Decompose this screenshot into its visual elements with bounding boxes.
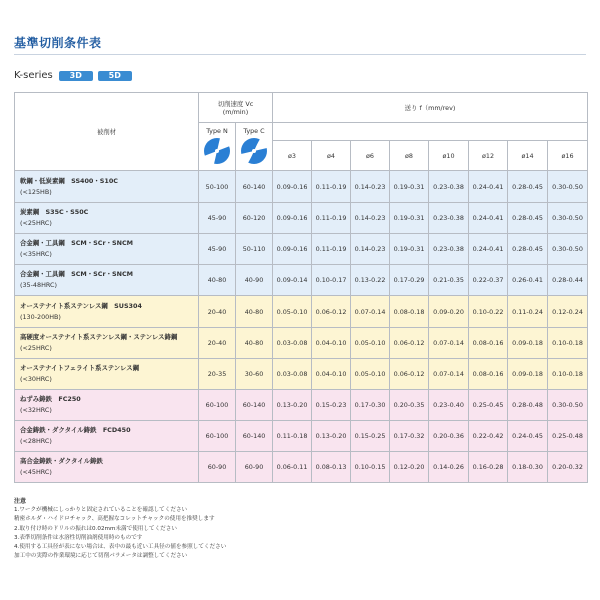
series-row [14,70,137,81]
feed-value: 0.06-0.12 [390,328,429,359]
feed-value: 0.08-0.16 [469,359,508,390]
speed-type-c: 60-90 [236,452,273,483]
feed-value: 0.06-0.12 [312,296,351,328]
material-cell [15,234,199,265]
feed-value: 0.03-0.08 [273,359,312,390]
diameter-header: ø16 [548,141,588,171]
series-label: K-series [14,70,53,81]
table-row [15,359,588,390]
speed-type-n: 45-90 [199,234,236,265]
feed-value: 0.15-0.25 [351,421,390,452]
material-cell [15,296,199,328]
feed-value: 0.30-0.50 [548,234,588,265]
material-name: オーステナイトフェライト系ステンレス鋼 [20,364,140,372]
material-cell [15,452,199,483]
material-name: 高合金鋳鉄・ダクタイル鋳鉄 [20,457,103,465]
speed-type-c: 40-80 [236,296,273,328]
speed-type-n: 60-100 [199,390,236,421]
feed-value: 0.11-0.18 [273,421,312,452]
table-row [15,421,588,452]
feed-value: 0.23-0.38 [429,203,469,234]
feed-value: 0.09-0.16 [273,203,312,234]
feed-value: 0.28-0.45 [508,203,548,234]
feed-value: 0.19-0.31 [390,203,429,234]
speed-type-n: 20-40 [199,296,236,328]
speed-type-n: 50-100 [199,171,236,203]
feed-value: 0.04-0.10 [312,328,351,359]
feed-value: 0.11-0.19 [312,171,351,203]
feed-value: 0.14-0.26 [429,452,469,483]
feed-value: 0.26-0.41 [508,265,548,296]
diameter-header: ø12 [469,141,508,171]
material-cell [15,171,199,203]
diameter-header: ø10 [429,141,469,171]
feed-value: 0.11-0.19 [312,203,351,234]
feed-value: 0.11-0.24 [508,296,548,328]
feed-value: 0.07-0.14 [429,328,469,359]
feed-value: 0.06-0.12 [390,359,429,390]
feed-value: 0.28-0.45 [508,234,548,265]
diameter-header: ø8 [390,141,429,171]
feed-value: 0.10-0.15 [351,452,390,483]
speed-type-n: 20-35 [199,359,236,390]
material-name: 高硬度オーステナイト系ステンレス鋼・ステンレス鋳鋼 [20,333,178,341]
feed-value: 0.16-0.28 [469,452,508,483]
feed-value: 0.22-0.42 [469,421,508,452]
material-name: 合金鋳鉄・ダクタイル鋳鉄 FCD450 [20,426,131,434]
material-cell [15,421,199,452]
feed-value: 0.09-0.16 [273,171,312,203]
speed-type-n: 40-80 [199,265,236,296]
speed-type-c: 60-120 [236,203,273,234]
feed-value: 0.13-0.20 [312,421,351,452]
type-n-drill-icon [203,137,231,165]
feed-value: 0.14-0.23 [351,234,390,265]
type-c-label: Type C [243,126,265,135]
speed-type-c: 60-140 [236,171,273,203]
material-name: 合金鋼・工具鋼 SCM・SCr・SNCM [20,270,134,278]
material-name: 合金鋼・工具鋼 SCM・SCr・SNCM [20,239,134,247]
feed-value: 0.30-0.50 [548,203,588,234]
feed-value: 0.17-0.29 [390,265,429,296]
table-row [15,203,588,234]
type-c-cell [236,123,273,171]
feed-value: 0.05-0.10 [351,328,390,359]
table-row [15,296,588,328]
material-hardness: (35-48HRC) [20,281,57,289]
feed-value: 0.24-0.41 [469,234,508,265]
feed-value: 0.24-0.41 [469,171,508,203]
feed-value: 0.19-0.31 [390,171,429,203]
feed-value: 0.30-0.50 [548,390,588,421]
feed-value: 0.09-0.18 [508,328,548,359]
note-line: 精密ホルダ・ハイドロチャック、高把握なコレットチャックの使用を推奨します [14,516,215,523]
feed-value: 0.14-0.23 [351,171,390,203]
speed-type-c: 40-80 [236,328,273,359]
type-n-cell [199,123,236,171]
material-hardness: (<32HRC) [20,406,52,414]
table-row [15,328,588,359]
feed-value: 0.07-0.14 [429,359,469,390]
feed-value: 0.10-0.18 [548,359,588,390]
note-line: 2.取り付け時のドリルの振れは0.02mm未満で使用してください [14,525,177,532]
table-row [15,171,588,203]
feed-value: 0.08-0.18 [390,296,429,328]
material-hardness: (130-200HB) [20,312,61,321]
material-hardness: (<25HRC) [20,219,52,227]
note-line: 4.使用する工具径が表にない場合は、表中の最も近い工具径の値を参照してください [14,544,227,551]
feed-value: 0.20-0.36 [429,421,469,452]
feed-value: 0.04-0.10 [312,359,351,390]
speed-type-c: 60-140 [236,421,273,452]
feed-value: 0.12-0.20 [390,452,429,483]
speed-type-n: 60-100 [199,421,236,452]
feed-value: 0.24-0.45 [508,421,548,452]
speed-type-c: 50-110 [236,234,273,265]
feed-value: 0.09-0.18 [508,359,548,390]
material-name: オーステナイト系ステンレス鋼 SUS304 [20,301,142,310]
material-cell [15,328,199,359]
note-line: 加工中の実際の作業環境に応じて切削パラメータは調整してください [14,553,188,560]
feed-value: 0.23-0.40 [429,390,469,421]
table-row [15,234,588,265]
material-hardness: (<25HRC) [20,344,52,352]
speed-type-c: 60-140 [236,390,273,421]
feed-value: 0.28-0.44 [548,265,588,296]
feed-value: 0.17-0.32 [390,421,429,452]
feed-value: 0.25-0.45 [469,390,508,421]
material-hardness: (<28HRC) [20,437,52,445]
speed-type-n: 60-90 [199,452,236,483]
feed-header: 送り f（mm/rev) [273,93,588,123]
material-cell [15,203,199,234]
material-hardness: (<45HRC) [20,468,52,476]
material-hardness: (<125HB) [20,187,52,196]
speed-type-c: 40-90 [236,265,273,296]
notes-heading: 注意 [14,498,27,505]
type-n-label: Type N [206,126,228,135]
cutting-conditions-table [14,92,588,483]
speed-type-n: 45-90 [199,203,236,234]
feed-value: 0.28-0.45 [508,171,548,203]
feed-value: 0.05-0.10 [273,296,312,328]
feed-value: 0.30-0.50 [548,171,588,203]
note-line: 3.表準切削条件は水溶性切削油剤使用時のものです [14,534,143,541]
feed-value: 0.08-0.13 [312,452,351,483]
speed-label: 切削速度 Vc [217,100,254,108]
title-divider [14,54,586,55]
feed-value: 0.14-0.23 [351,203,390,234]
feed-value: 0.21-0.35 [429,265,469,296]
feed-value: 0.06-0.11 [273,452,312,483]
notes-section [14,497,226,561]
page-title: 基準切削条件表 [14,36,102,50]
material-cell [15,390,199,421]
feed-value: 0.19-0.31 [390,234,429,265]
material-header: 被削材 [15,93,199,171]
speed-unit: (m/min) [222,108,249,116]
feed-value: 0.03-0.08 [273,328,312,359]
feed-value: 0.24-0.41 [469,203,508,234]
diameter-header: ø14 [508,141,548,171]
table-row [15,390,588,421]
material-hardness: (<30HRC) [20,375,52,383]
material-cell [15,265,199,296]
table-row [15,265,588,296]
feed-value: 0.05-0.10 [351,359,390,390]
feed-value: 0.20-0.32 [548,452,588,483]
feed-value: 0.07-0.14 [351,296,390,328]
feed-value: 0.22-0.37 [469,265,508,296]
diameter-header: ø4 [312,141,351,171]
feed-spacer [273,123,588,141]
feed-value: 0.15-0.23 [312,390,351,421]
feed-value: 0.18-0.30 [508,452,548,483]
feed-value: 0.17-0.30 [351,390,390,421]
diameter-header: ø6 [351,141,390,171]
table-row [15,452,588,483]
feed-value: 0.09-0.14 [273,265,312,296]
feed-value: 0.20-0.35 [390,390,429,421]
feed-value: 0.10-0.18 [548,328,588,359]
feed-value: 0.08-0.16 [469,328,508,359]
feed-value: 0.09-0.20 [429,296,469,328]
badge-5d: 5D [98,71,132,81]
feed-value: 0.28-0.48 [508,390,548,421]
material-cell [15,359,199,390]
note-line: 1.ワークが機械にしっかりと固定されていることを確認してください [14,507,188,514]
feed-value: 0.11-0.19 [312,234,351,265]
feed-value: 0.23-0.38 [429,171,469,203]
speed-type-c: 30-60 [236,359,273,390]
feed-value: 0.09-0.16 [273,234,312,265]
feed-value: 0.13-0.20 [273,390,312,421]
material-hardness: (<35HRC) [20,250,52,258]
feed-value: 0.10-0.22 [469,296,508,328]
feed-value: 0.12-0.24 [548,296,588,328]
feed-value: 0.25-0.48 [548,421,588,452]
feed-value: 0.10-0.17 [312,265,351,296]
feed-value: 0.13-0.22 [351,265,390,296]
material-name: 軟鋼・低炭素鋼 SS400・S10C [20,176,118,185]
speed-type-n: 20-40 [199,328,236,359]
diameter-header: ø3 [273,141,312,171]
material-name: 炭素鋼 S35C・S50C [20,208,89,216]
feed-value: 0.23-0.38 [429,234,469,265]
badge-3d: 3D [59,71,93,81]
speed-header [199,93,273,123]
type-c-drill-icon [240,137,268,165]
material-name: ねずみ鋳鉄 FC250 [20,395,81,403]
